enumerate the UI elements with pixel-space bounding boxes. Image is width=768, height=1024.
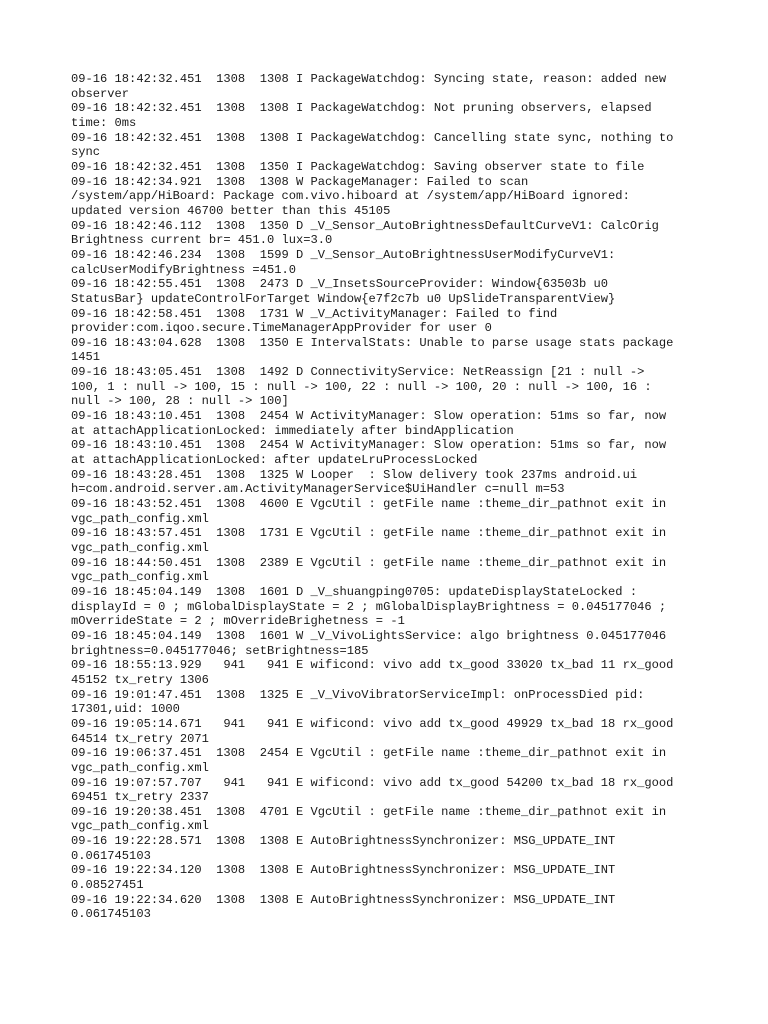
log-line: 09-16 19:01:47.451 1308 1325 E _V_VivoVibratorServiceImpl: onProcessDied pid: [71,687,645,702]
log-line-continuation: 1451 [71,350,101,365]
log-line: 09-16 18:43:10.451 1308 2454 W ActivityManager: Slow operation: 51ms so far, now [71,409,667,424]
log-line-continuation: /system/app/HiBoard: Package com.vivo.hiboard at /system/app/HiBoard ignored: [71,189,630,204]
log-line: 09-16 18:42:46.234 1308 1599 D _V_Sensor_AutoBrightnessUserModifyCurveV1: [71,247,616,262]
log-line: 09-16 19:06:37.451 1308 2454 E VgcUtil : getFile name :theme_dir_pathnot exit in [71,746,667,761]
log-entry [71,248,711,277]
log-line-continuation: mOverrideState = 2 ; mOverrideBrighetness = -1 [71,614,405,629]
log-line-continuation: null -> 100, 28 : null -> 100] [71,394,289,409]
log-line: 09-16 18:45:04.149 1308 1601 D _V_shuangping0705: updateDisplayStateLocked : [71,584,638,599]
log-entry [71,175,711,219]
log-entry [71,585,711,629]
log-entry [71,72,711,101]
log-entry [71,805,711,834]
log-line-continuation: 100, 1 : null -> 100, 15 : null -> 100, 22 : null -> 100, 20 : null -> 100, 16 : [71,379,652,394]
log-line-continuation: 0.08527451 [71,878,144,893]
log-line: 09-16 19:05:14.671 941 941 E wificond: vivo add tx_good 49929 tx_bad 18 rx_good [71,716,674,731]
log-entry [71,101,711,130]
log-line: 09-16 19:20:38.451 1308 4701 E VgcUtil : getFile name :theme_dir_pathnot exit in [71,804,667,819]
log-line-continuation: vgc_path_config.xml [71,541,209,555]
log-line: 09-16 18:43:04.628 1308 1350 E IntervalStats: Unable to parse usage stats package [71,335,674,350]
log-document [71,72,711,922]
log-entry [71,409,711,438]
log-line-continuation: vgc_path_config.xml [71,760,209,775]
log-line-continuation: 0.061745103 [71,848,151,863]
log-line-continuation: provider:com.iqoo.secure.TimeManagerAppProvider for user 0 [71,321,492,336]
log-line: 09-16 18:42:32.451 1308 1350 I PackageWatchdog: Saving observer state to file [71,159,645,174]
log-entry [71,526,711,555]
log-line: 09-16 19:22:34.120 1308 1308 E AutoBrightnessSynchronizer: MSG_UPDATE_INT [71,863,616,878]
log-line: 09-16 18:55:13.929 941 941 E wificond: vivo add tx_good 33020 tx_bad 11 rx_good [71,658,674,673]
log-line: 09-16 18:42:58.451 1308 1731 W _V_ActivityManager: Failed to find [71,306,558,321]
log-line-continuation: 45152 tx_retry 1306 [71,672,209,687]
log-line-continuation: 17301,uid: 1000 [71,702,180,717]
log-line: 09-16 18:42:55.451 1308 2473 D _V_InsetsSourceProvider: Window{63503b u0 [71,277,609,292]
log-line-continuation: time: 0ms [71,115,137,130]
log-line-continuation: sync [71,145,101,160]
log-entry [71,893,711,922]
log-line: 09-16 18:43:52.451 1308 4600 E VgcUtil : getFile name :theme_dir_pathnot exit in [71,497,667,512]
log-line: 09-16 18:42:34.921 1308 1308 W PackageManager: Failed to scan [71,174,529,189]
log-line-continuation: at attachApplicationLocked: immediately after bindApplication [71,423,514,438]
log-line-continuation: brightness=0.045177046; setBrightness=185 [71,643,369,658]
log-line-continuation: updated version 46700 better than this 45105 [71,203,391,218]
log-line: 09-16 18:43:05.451 1308 1492 D ConnectivityService: NetReassign [21 : null -> [71,365,645,380]
log-entry [71,365,711,409]
log-entry [71,776,711,805]
log-line-continuation: vgc_path_config.xml [71,819,209,834]
log-entry [71,717,711,746]
log-line-continuation: vgc_path_config.xml [71,511,209,526]
log-line: 09-16 18:42:46.112 1308 1350 D _V_Sensor_AutoBrightnessDefaultCurveV1: CalcOrig [71,218,659,233]
log-line-continuation: at attachApplicationLocked: after updateLruProcessLocked [71,453,478,468]
log-entry [71,336,711,365]
log-line: 09-16 18:43:10.451 1308 2454 W ActivityManager: Slow operation: 51ms so far, now [71,438,667,453]
log-entry [71,746,711,775]
log-line: 09-16 18:43:28.451 1308 1325 W Looper : Slow delivery took 237ms android.ui [71,467,638,482]
log-entry [71,307,711,336]
log-entry [71,131,711,160]
log-entry [71,834,711,863]
log-entry [71,438,711,467]
log-line-continuation: StatusBar} updateControlForTarget Window{e7f2c7b u0 UpSlideTransparentView} [71,291,616,306]
log-entry [71,160,711,175]
log-line: 09-16 18:42:32.451 1308 1308 I PackageWatchdog: Syncing state, reason: added new [71,72,667,86]
log-line-continuation: observer [71,86,130,101]
log-line: 09-16 18:43:57.451 1308 1731 E VgcUtil : getFile name :theme_dir_pathnot exit in [71,526,667,541]
log-line: 09-16 19:22:28.571 1308 1308 E AutoBrightnessSynchronizer: MSG_UPDATE_INT [71,834,616,849]
log-entry [71,556,711,585]
log-entry [71,629,711,658]
log-entry [71,468,711,497]
log-line: 09-16 19:22:34.620 1308 1308 E AutoBrightnessSynchronizer: MSG_UPDATE_INT [71,892,616,907]
log-line: 09-16 18:42:32.451 1308 1308 I PackageWatchdog: Cancelling state sync, nothing to [71,130,674,145]
log-line-continuation: 64514 tx_retry 2071 [71,731,209,746]
log-line-continuation: vgc_path_config.xml [71,570,209,585]
log-line-continuation: 69451 tx_retry 2337 [71,790,209,805]
log-entry [71,688,711,717]
log-entry [71,863,711,892]
log-line: 09-16 19:07:57.707 941 941 E wificond: vivo add tx_good 54200 tx_bad 18 rx_good [71,775,674,790]
log-entry [71,277,711,306]
log-line-continuation: h=com.android.server.am.ActivityManagerService$UiHandler c=null m=53 [71,482,565,497]
log-entry [71,658,711,687]
log-line-continuation: calcUserModifyBrightness =451.0 [71,262,296,277]
log-line: 09-16 18:45:04.149 1308 1601 W _V_VivoLightsService: algo brightness 0.045177046 [71,628,667,643]
log-line-continuation: Brightness current br= 451.0 lux=3.0 [71,233,333,248]
log-entry [71,497,711,526]
log-entry [71,219,711,248]
log-line-continuation: displayId = 0 ; mGlobalDisplayState = 2 ; mGlobalDisplayBrightness = 0.045177046 ; [71,599,667,614]
log-line: 09-16 18:44:50.451 1308 2389 E VgcUtil : getFile name :theme_dir_pathnot exit in [71,555,667,570]
log-line-continuation: 0.061745103 [71,907,151,922]
log-line: 09-16 18:42:32.451 1308 1308 I PackageWatchdog: Not pruning observers, elapsed [71,101,652,116]
